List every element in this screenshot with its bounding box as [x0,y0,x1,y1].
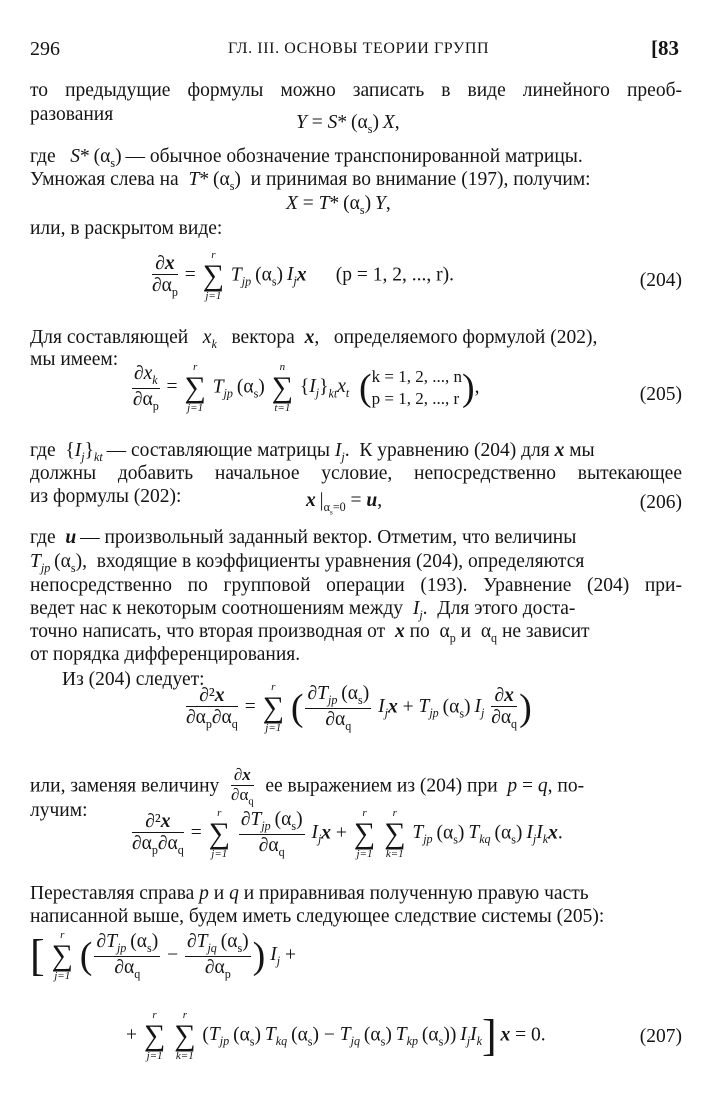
paragraph-line: Умножая слева на T* $(\alpha_s)$ и принимая во внимание (197), получим: [30,169,591,193]
text-fragment: — произвольный заданный вектор. Отметим, что величины [80,527,577,548]
paragraph-line: $T_{jp}$ $(\alpha_s)$, входящие в коэффициенты уравнения (204), определяются [30,551,585,575]
range-label: p = 1, 2, ..., r [371,389,460,408]
text-fragment: входящие в коэффициенты уравнения (204), определяются [96,551,585,572]
paragraph-line: разования [30,104,114,125]
range-label: (p = 1, 2, ..., r). [335,264,455,286]
text-fragment: мы [569,440,595,461]
paragraph-line: Переставляя справа p и q и приравнивая полученную правую часть [30,883,589,904]
equation-inverse: X = T* $(\alpha_s)$ Y, [286,193,391,217]
text-fragment: вектора [231,327,295,348]
text-fragment: и [460,621,472,642]
paragraph-line: где u — произвольный заданный вектор. Отметим, что величины [30,527,577,548]
text-fragment: точно написать, что вторая производная от [30,621,386,642]
text-fragment: Для этого доста- [437,598,576,619]
equation-transform: Y = S* $(\alpha_s)$ X, [296,112,400,136]
paragraph-line: от порядка дифференцирования. [30,644,301,665]
text-fragment: или, заменяя величину [30,775,220,797]
text-fragment: по [409,621,430,642]
text-fragment: где [30,527,56,548]
page-number: 296 [30,38,60,60]
text-fragment: по- [557,775,585,797]
paragraph-line: написанной выше, будем иметь следующее следствие системы (205): [30,906,605,927]
text-fragment: определяемого формулой (202), [333,327,598,348]
paragraph-line: ведет нас к некоторым соотношениям между $I_j$. Для этого доста- [30,598,576,622]
equation-206: x $|_{\alpha_s=0} = u$, [306,490,383,517]
paragraph-line: точно написать, что вторая производная от x по $\alpha_p$ и $\alpha_q$ не зависит [30,621,590,645]
paragraph-line: то предыдущие формулы можно записать в виде линейного преоб- [30,80,682,101]
text-fragment: где [30,440,56,461]
paragraph-line: где S* $(\alpha_s)$ — обычное обозначение транспонированной матрицы. [30,146,583,170]
equation-number: (205) [639,384,682,405]
text-fragment: — обычное обозначение транспонированной матрицы. [125,146,583,167]
range-label: k = 1, 2, ..., n [371,367,463,386]
text-fragment: ее выражением из (204) при [265,775,498,797]
equation-number: (204) [639,270,682,291]
paragraph-line: из формулы (202): [30,486,182,507]
text-fragment: Для составляющей [30,327,189,348]
equation-204: $\frac{\partial x}{\partial\alpha_p}$ = r ∑ j=1 $T_{jp}$ $(\alpha_s)$ $I_jx$ (p = 1, 2, ..., r). [152,249,455,302]
paragraph-line: Для составляющей $x_k$ вектора x, определяемого формулой (202), [30,327,598,351]
equation-number: (206) [639,492,682,513]
equation-number: (207) [639,1026,682,1047]
paragraph-line: или, в раскрытом виде: [30,218,223,239]
text-fragment: где [30,146,56,167]
section-number: [83 [651,36,679,60]
equation-second-derivative: $\frac{\text{∂²x}}{\partial\alpha_p\partial\alpha_q}$ = r ∑ j=1 ( $\frac{\partial T_{jp} (\alpha_s)}{\partial\alpha_q}$ $I_jx + T_{jp}$ $(\alpha_s)$ $I_j$ $\frac{\partial x}{\partial\alpha_q}$ ) [186,681,532,734]
equation-207-line1: [ r ∑ j=1 ( $\frac{\partial T_{jp} (\alpha_s)}{\partial\alpha_q}$ − $\frac{\partial T_{jq} (\alpha_s)}{\partial\alpha_p}$ ) $I_j$ + [30,929,296,982]
text-fragment: К уравнению (204) для [359,440,550,461]
equation-207-line2: + r ∑ j=1 r ∑ k=1 ($T_{jp}$ $(\alpha_s)$ $T_{kq}$ $(\alpha_s) - T_{jq}$ $(\alpha_s)$ $T_{kp}$ $(\alpha_s)$) $I_jI_k$] x = 0. [126,1009,546,1062]
equation-expanded: $\frac{\text{∂²x}}{\partial\alpha_p\partial\alpha_q}$ = r ∑ j=1 $\frac{\partial T_{jp} (\alpha_s)}{\partial\alpha_q}$ $I_jx$ + r ∑ j=1 r ∑ k=1 $T_{jp}$ $(\alpha_s)$ $T_{kq}$ $(\alpha_s)$ $I_jI_kx$. [132,807,563,860]
text-fragment: Умножая слева на [30,169,179,190]
text-fragment: и принимая во внимание (197), получим: [250,169,591,190]
text-fragment: — составляющие матрицы [106,440,330,461]
text-fragment: не зависит [501,621,590,642]
paragraph-line: должны добавить начальное условие, непосредственно вытекающее [30,463,682,484]
paragraph-line: лучим: [30,800,88,821]
running-head: ГЛ. III. ОСНОВЫ ТЕОРИИ ГРУПП [228,40,490,57]
paragraph-line: мы имеем: [30,349,119,370]
paragraph-line: или, заменяя величину $\frac{\partial x}{\partial\alpha_q}$ ее выражением из (204) при p = q, по- [30,765,585,808]
paragraph-line: непосредственно по групповой операции (193). Уравнение (204) при- [30,575,682,596]
text-fragment: ведет нас к некоторым соотношениям между [30,598,404,619]
equation-205: $\frac{\partial x_k}{\partial\alpha_p}$ = r ∑ j=1 $T_{jp}$ $(\alpha_s)$ n ∑ t=1 $\{I_j\}_{kt}x_t$ ( k = 1, 2, ..., n p = 1, 2, ..., r ), [132,361,480,414]
paragraph-line: где $\{I_j\}_{kt}$ — составляющие матрицы $I_j$. К уравнению (204) для x мы [30,440,595,464]
paragraph-line: Из (204) следует: [62,669,205,690]
